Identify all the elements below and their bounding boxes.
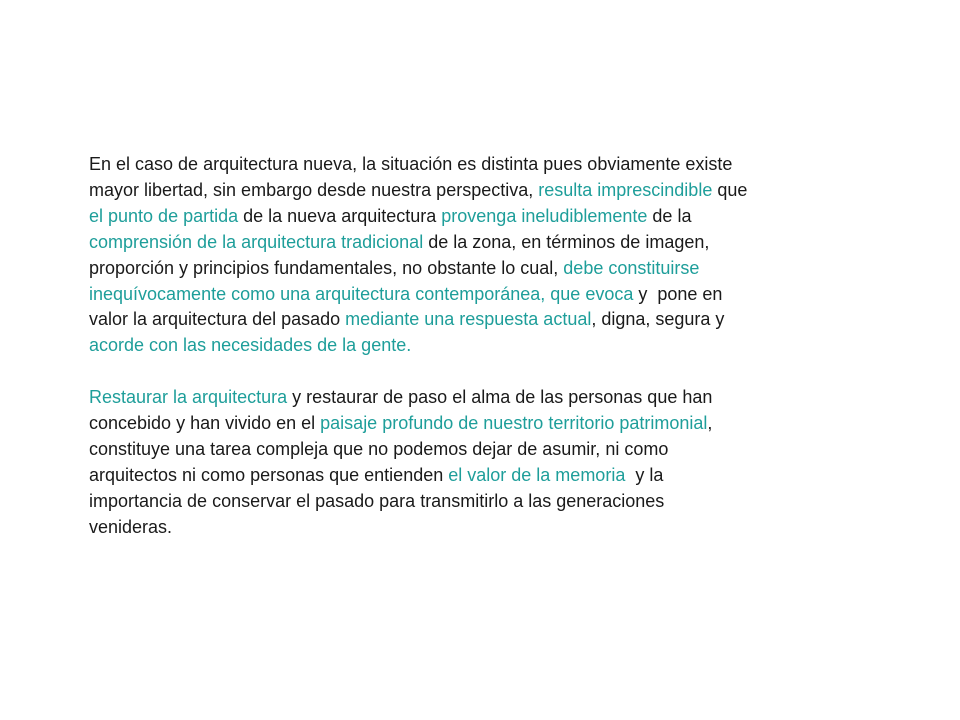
text-segment: proporción y principios fundamentales, no obstante lo cual, — [89, 257, 564, 278]
highlighted-phrase: provenga ineludiblemente — [441, 205, 648, 226]
text-segment: , digna, segura y — [591, 309, 725, 330]
highlighted-phrase: paisaje profundo de nuestro territorio patrimonial — [320, 413, 708, 434]
text-line — [89, 282, 849, 308]
text-segment: valor la arquitectura del pasado — [89, 309, 346, 330]
text-segment: mayor libertad, sin embargo desde nuestra perspectiva, — [89, 179, 539, 200]
text-segment: arquitectos ni como personas que entienden — [89, 464, 449, 485]
text-line — [89, 152, 849, 178]
text-line — [89, 204, 849, 230]
text-line — [89, 515, 849, 541]
text-segment: y la — [630, 464, 664, 485]
text-segment: concebido y han vivido en el — [89, 413, 321, 434]
text-line — [89, 411, 849, 437]
text-line — [89, 385, 849, 411]
highlighted-phrase: resulta imprescindible — [538, 179, 713, 200]
text-segment: importancia de conservar el pasado para transmitirlo a las generaciones — [89, 490, 665, 511]
text-segment: constituye una tarea compleja que no podemos dejar de asumir, ni como — [89, 438, 669, 459]
text-line — [89, 333, 849, 359]
highlighted-phrase: acorde con las necesidades de la gente. — [89, 335, 412, 356]
text-segment: de la nueva arquitectura — [238, 205, 442, 226]
paragraph — [89, 152, 849, 359]
text-segment: y pone en — [633, 283, 723, 304]
text-line — [89, 489, 849, 515]
paragraph — [89, 385, 849, 540]
text-line — [89, 178, 849, 204]
text-line — [89, 307, 849, 333]
text-line — [89, 256, 849, 282]
text-segment: y restaurar de paso el alma de las personas que han — [287, 387, 713, 408]
text-line — [89, 437, 849, 463]
text-segment: En el caso de arquitectura nueva, la situación es distinta pues obviamente existe — [89, 154, 733, 174]
text-segment: de la zona, en términos de imagen, — [423, 231, 710, 252]
text-line — [89, 463, 849, 489]
text-segment: que — [712, 179, 748, 200]
paragraph-gap — [89, 359, 849, 385]
highlighted-phrase: comprensión de la arquitectura tradicional — [89, 231, 424, 252]
highlighted-phrase: mediante una respuesta actual — [345, 309, 592, 330]
highlighted-phrase: inequívocamente como una arquitectura contemporánea, que evoca — [89, 283, 634, 304]
text-segment: , — [707, 413, 713, 434]
body-text — [89, 152, 849, 541]
text-segment: de la — [647, 205, 692, 226]
text-line — [89, 230, 849, 256]
highlighted-phrase: el valor de la memoria — [448, 464, 631, 485]
highlighted-phrase: Restaurar la arquitectura — [89, 387, 288, 408]
highlighted-phrase: debe constituirse — [563, 257, 700, 278]
text-segment: venideras. — [89, 516, 173, 537]
highlighted-phrase: el punto de partida — [89, 205, 239, 226]
